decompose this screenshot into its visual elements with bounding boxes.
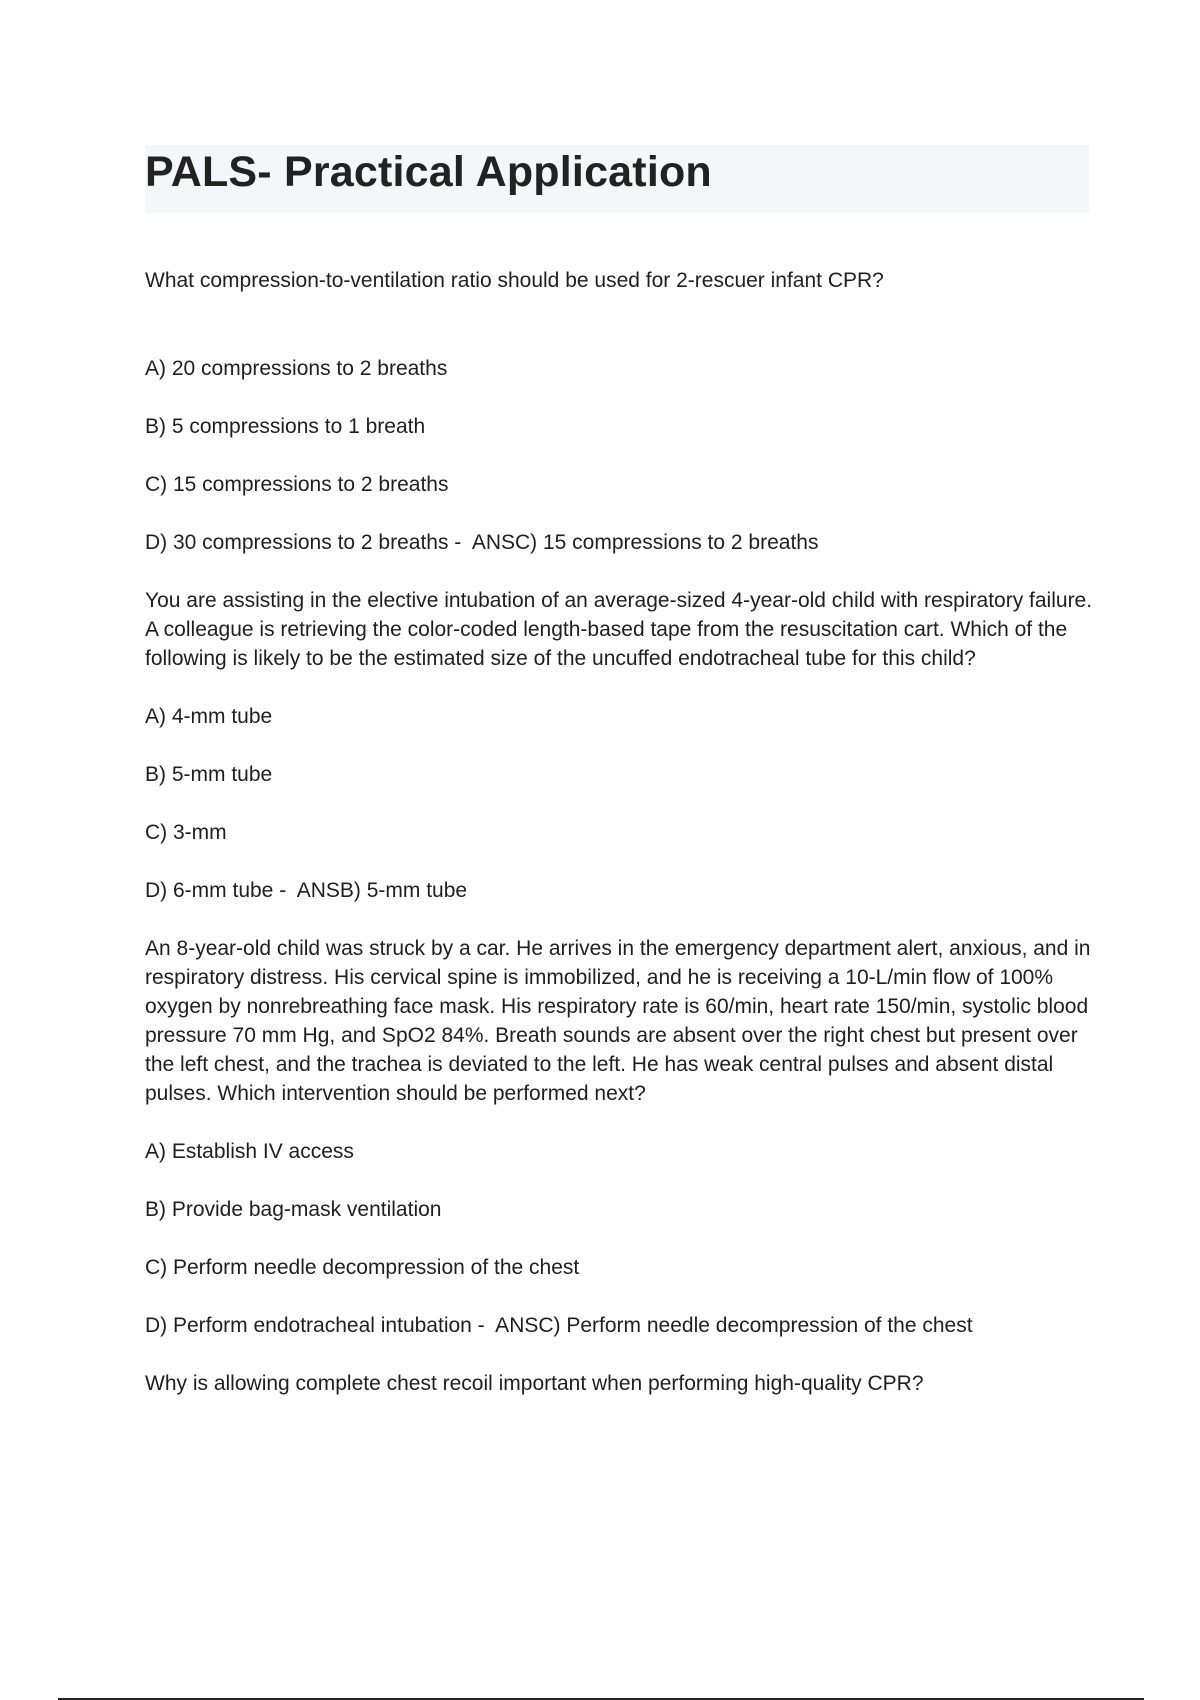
document-title: PALS- Practical Application: [145, 148, 712, 196]
question-2-text: You are assisting in the elective intubation of an average-sized 4-year-old child with respiratory failure. A colleague is retrieving the color-coded length-based tape from the resuscitation cart. Which of the following is likely to be the estimated size of the uncuffed endotracheal tube for this child?: [145, 589, 1097, 670]
question-3-text: An 8-year-old child was struck by a car. He arrives in the emergency department alert, anxious, and in respiratory distress. His cervical spine is immobilized, and he is receiving a 10-L/min flow of 100% oxygen by nonrebreathing face mask. His respiratory rate is 60/min, heart rate 150/min, systolic blood pressure 70 mm Hg, and SpO2 84%. Breath sounds are absent over the right chest but present over the left chest, and the trachea is deviated to the left. He has weak central pulses and absent distal pulses. Which intervention should be performed next?: [145, 937, 1097, 1105]
document-content: [145, 266, 1095, 1427]
question-1-option-d-answer: D) 30 compressions to 2 breaths - ANSC) 15 compressions to 2 breaths: [145, 531, 819, 554]
question-2-option-d-answer: D) 6-mm tube - ANSB) 5-mm tube: [145, 879, 468, 902]
question-1-option-b: B) 5 compressions to 1 breath: [145, 415, 426, 438]
question-3-option-c: C) Perform needle decompression of the chest: [145, 1256, 580, 1279]
question-2-option-c: C) 3-mm: [145, 821, 227, 844]
question-2-option-b: B) 5-mm tube: [145, 763, 273, 786]
question-3-option-b: B) Provide bag-mask ventilation: [145, 1198, 442, 1221]
question-3-option-d-answer: D) Perform endotracheal intubation - ANSC) Perform needle decompression of the chest: [145, 1314, 973, 1337]
question-1-option-c: C) 15 compressions to 2 breaths: [145, 473, 449, 496]
question-3-option-a: A) Establish IV access: [145, 1140, 354, 1163]
question-4-text: Why is allowing complete chest recoil important when performing high-quality CPR?: [145, 1372, 924, 1395]
question-2-option-a: A) 4-mm tube: [145, 705, 273, 728]
question-1-option-a: A) 20 compressions to 2 breaths: [145, 357, 448, 380]
question-1-text: What compression-to-ventilation ratio should be used for 2-rescuer infant CPR?: [145, 269, 884, 292]
